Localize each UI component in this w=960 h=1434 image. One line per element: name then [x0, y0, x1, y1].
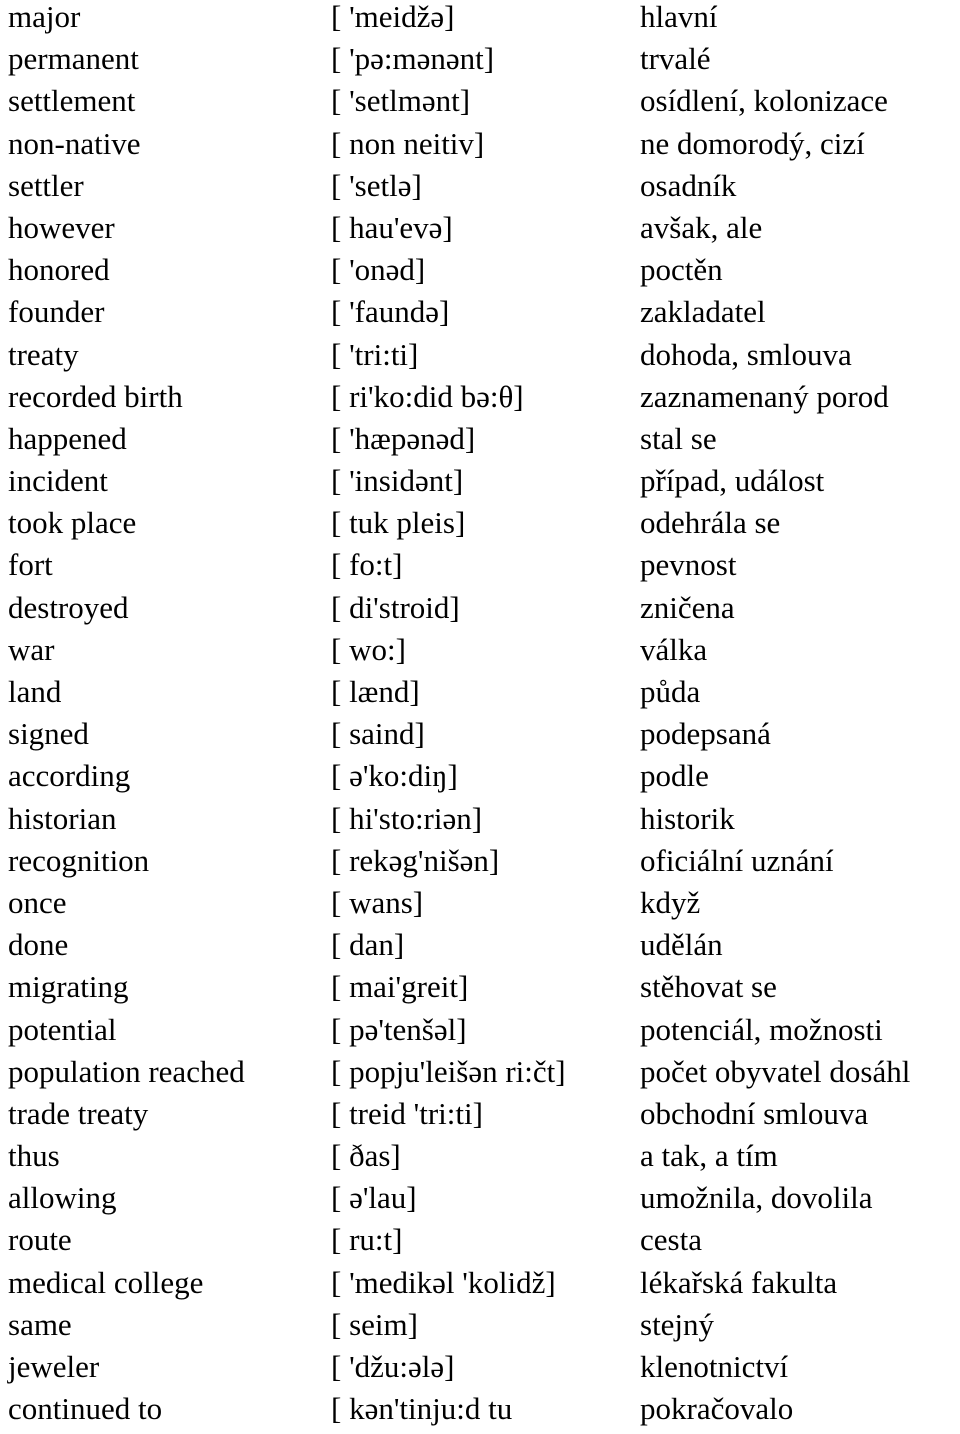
vocab-row — [0, 295, 960, 337]
pronunciation: [ 'faundə] — [331, 294, 450, 330]
pronunciation: [ 'hæpənəd] — [331, 420, 476, 456]
vocab-row — [0, 1181, 960, 1223]
czech-translation: zničena — [640, 589, 735, 625]
pronunciation: [ saind] — [331, 716, 425, 752]
pronunciation: [ pə'tenšəl] — [331, 1011, 467, 1047]
czech-translation: podle — [640, 758, 709, 794]
czech-translation: potenciál, možnosti — [640, 1011, 883, 1047]
vocab-row — [0, 591, 960, 633]
vocab-row — [0, 211, 960, 253]
czech-translation: stal se — [640, 420, 717, 456]
vocab-row — [0, 1139, 960, 1181]
english-word: continued to — [8, 1391, 163, 1427]
vocab-row — [0, 928, 960, 970]
english-word: settlement — [8, 83, 136, 119]
english-word: non-native — [8, 125, 141, 161]
english-word: settler — [8, 167, 84, 203]
english-word: population reached — [8, 1053, 245, 1089]
pronunciation: [ popju'leišən ri:čt] — [331, 1053, 566, 1089]
english-word: route — [8, 1222, 72, 1258]
pronunciation: [ 'insidənt] — [331, 463, 464, 499]
english-word: however — [8, 209, 115, 245]
pronunciation: [ 'setlmənt] — [331, 83, 471, 119]
english-word: once — [8, 884, 67, 920]
english-word: trade treaty — [8, 1095, 149, 1131]
vocab-row — [0, 0, 960, 42]
vocab-row — [0, 1013, 960, 1055]
czech-translation: zaznamenaný porod — [640, 378, 889, 414]
pronunciation: [ ðas] — [331, 1138, 401, 1174]
english-word: founder — [8, 294, 105, 330]
czech-translation: zakladatel — [640, 294, 766, 330]
english-word: potential — [8, 1011, 117, 1047]
czech-translation: když — [640, 884, 701, 920]
vocab-row — [0, 1223, 960, 1265]
vocab-row — [0, 1350, 960, 1392]
pronunciation: [ seim] — [331, 1306, 418, 1342]
czech-translation: pokračovalo — [640, 1391, 794, 1427]
english-word: jeweler — [8, 1349, 100, 1384]
czech-translation: odehrála se — [640, 505, 781, 541]
english-word: destroyed — [8, 589, 129, 625]
vocab-row — [0, 1308, 960, 1350]
pronunciation: [ 'džu:ələ] — [331, 1349, 455, 1384]
pronunciation: [ treid 'tri:ti] — [331, 1095, 483, 1131]
english-word: war — [8, 631, 55, 667]
pronunciation: [ tuk pleis] — [331, 505, 466, 541]
vocab-row — [0, 127, 960, 169]
pronunciation: [ 'meidžə] — [331, 0, 455, 34]
pronunciation: [ fo:t] — [331, 547, 403, 583]
vocab-row — [0, 548, 960, 590]
english-word: permanent — [8, 41, 139, 77]
czech-translation: případ, událost — [640, 463, 825, 499]
english-word: recognition — [8, 842, 150, 878]
czech-translation: avšak, ale — [640, 209, 763, 245]
vocab-row — [0, 253, 960, 295]
czech-translation: klenotnictví — [640, 1349, 789, 1384]
vocab-row — [0, 84, 960, 126]
english-word: happened — [8, 420, 127, 456]
czech-translation: trvalé — [640, 41, 711, 77]
pronunciation: [ dan] — [331, 927, 405, 963]
czech-translation: umožnila, dovolila — [640, 1180, 873, 1216]
czech-translation: válka — [640, 631, 708, 667]
czech-translation: udělán — [640, 927, 723, 963]
english-word: medical college — [8, 1264, 204, 1300]
pronunciation: [ lænd] — [331, 674, 420, 709]
english-word: major — [8, 0, 81, 34]
english-word: historian — [8, 800, 117, 836]
czech-translation: pevnost — [640, 547, 737, 583]
pronunciation: [ 'pə:mənənt] — [331, 41, 495, 77]
czech-translation: historik — [640, 800, 735, 836]
pronunciation: [ rekəg'nišən] — [331, 842, 500, 878]
pronunciation: [ 'medikəl 'kolidž] — [331, 1264, 556, 1300]
vocab-row — [0, 844, 960, 886]
vocab-row — [0, 675, 960, 717]
czech-translation: hlavní — [640, 0, 718, 34]
pronunciation: [ 'tri:ti] — [331, 336, 419, 372]
vocab-row — [0, 422, 960, 464]
pronunciation: [ wo:] — [331, 631, 406, 667]
pronunciation: [ hi'sto:riən] — [331, 800, 483, 836]
czech-translation: stěhovat se — [640, 969, 777, 1005]
czech-translation: lékařská fakulta — [640, 1264, 838, 1300]
vocab-row — [0, 886, 960, 928]
english-word: done — [8, 927, 69, 963]
pronunciation: [ ri'ko:did bə:θ] — [331, 378, 524, 414]
pronunciation: [ ə'ko:diŋ] — [331, 758, 458, 794]
vocab-row — [0, 338, 960, 380]
vocab-row — [0, 169, 960, 211]
czech-translation: ne domorodý, cizí — [640, 125, 865, 161]
english-word: migrating — [8, 969, 129, 1005]
english-word: took place — [8, 505, 137, 541]
czech-translation: poctěn — [640, 252, 723, 288]
vocab-row — [0, 970, 960, 1012]
pronunciation: [ kən'tinju:d tu — [331, 1391, 513, 1427]
english-word: honored — [8, 252, 110, 288]
vocab-row — [0, 380, 960, 422]
czech-translation: stejný — [640, 1306, 715, 1342]
vocab-row — [0, 1097, 960, 1139]
english-word: according — [8, 758, 131, 794]
english-word: treaty — [8, 336, 79, 372]
english-word: same — [8, 1306, 72, 1342]
english-word: thus — [8, 1138, 60, 1174]
vocab-row — [0, 464, 960, 506]
pronunciation: [ ə'lau] — [331, 1180, 417, 1216]
czech-translation: cesta — [640, 1222, 702, 1258]
vocab-row — [0, 42, 960, 84]
pronunciation: [ hau'evə] — [331, 209, 453, 245]
czech-translation: a tak, a tím — [640, 1138, 778, 1174]
vocab-row — [0, 1392, 960, 1434]
pronunciation: [ wans] — [331, 884, 424, 920]
czech-translation: osadník — [640, 167, 737, 203]
vocab-row — [0, 1266, 960, 1308]
english-word: allowing — [8, 1180, 117, 1216]
vocab-row — [0, 759, 960, 801]
english-word: fort — [8, 547, 53, 583]
czech-translation: osídlení, kolonizace — [640, 83, 888, 119]
english-word: incident — [8, 463, 108, 499]
pronunciation: [ di'stroid] — [331, 589, 460, 625]
pronunciation: [ 'setlə] — [331, 167, 422, 203]
pronunciation: [ 'onəd] — [331, 252, 426, 288]
english-word: land — [8, 674, 62, 709]
english-word: recorded birth — [8, 378, 183, 414]
czech-translation: počet obyvatel dosáhl — [640, 1053, 911, 1089]
czech-translation: oficiální uznání — [640, 842, 834, 878]
pronunciation: [ ru:t] — [331, 1222, 403, 1258]
pronunciation: [ non neitiv] — [331, 125, 485, 161]
czech-translation: podepsaná — [640, 716, 771, 752]
vocab-row — [0, 1055, 960, 1097]
czech-translation: půda — [640, 674, 701, 709]
vocab-row — [0, 633, 960, 675]
vocab-row — [0, 802, 960, 844]
pronunciation: [ mai'greit] — [331, 969, 469, 1005]
vocab-row — [0, 506, 960, 548]
czech-translation: obchodní smlouva — [640, 1095, 869, 1131]
czech-translation: dohoda, smlouva — [640, 336, 852, 372]
english-word: signed — [8, 716, 89, 752]
vocab-row — [0, 717, 960, 759]
